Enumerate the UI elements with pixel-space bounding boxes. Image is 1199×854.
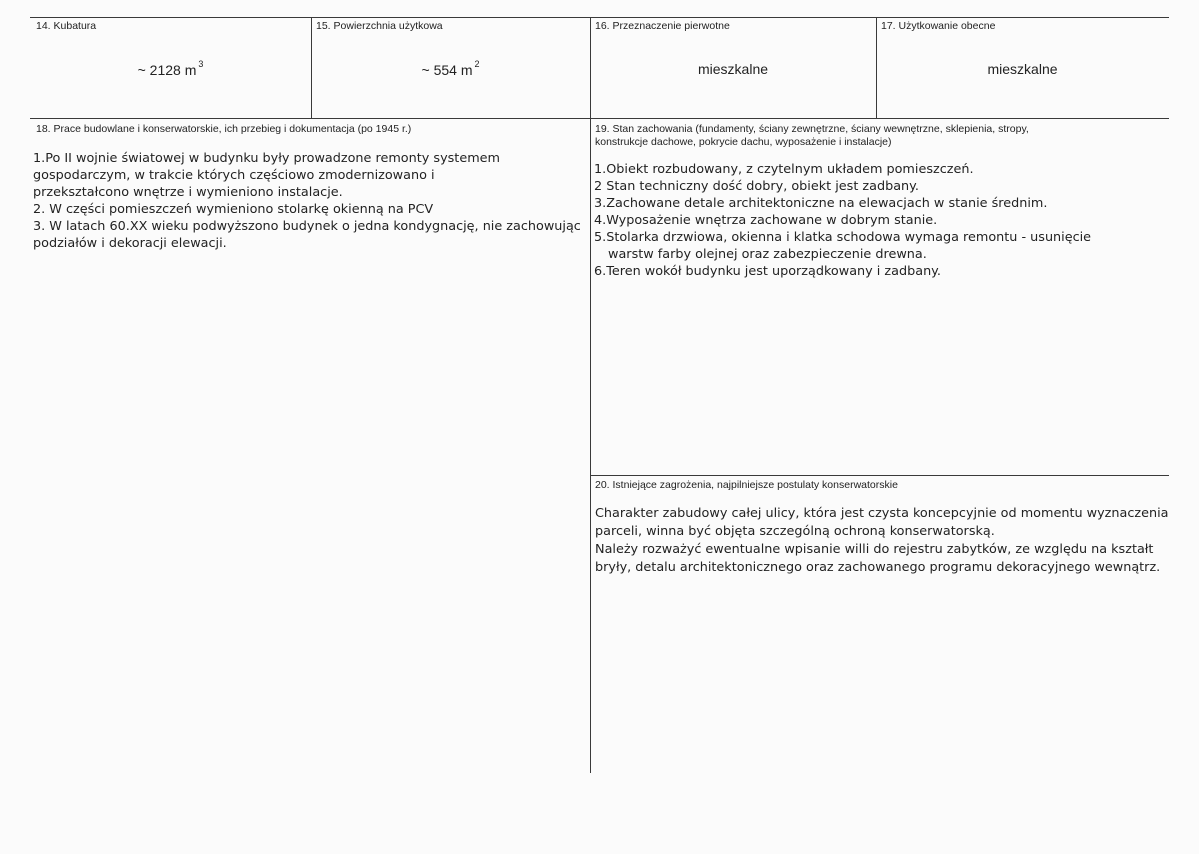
prace-text	[33, 150, 581, 252]
stan-line: 1.Obiekt rozbudowany, z czytelnym układem pomieszczeń.	[594, 162, 974, 177]
zagrozenia-line: parceli, winna być objęta szczególną ochroną konserwatorską.	[595, 524, 995, 539]
section20-top-rule	[590, 475, 1169, 476]
top-rule	[30, 17, 1169, 18]
row1-bottom-rule	[30, 118, 1169, 119]
powierzchnia-exponent: 2	[474, 59, 480, 69]
prace-line: przekształcono wnętrze i wymieniono instalacje.	[33, 185, 343, 200]
prace-line: 2. W części pomieszczeń wymieniono stolarkę okienną na PCV	[33, 202, 434, 217]
kubatura-value	[30, 59, 311, 78]
prace-line: 1.Po II wojnie światowej w budynku były prowadzone remonty systemem	[33, 151, 501, 166]
powierzchnia-number: ~ 554 m	[421, 62, 473, 78]
stan-line: 6.Teren wokół budynku jest uporządkowany i zadbany.	[594, 264, 942, 279]
zagrozenia-label: 20. Istniejące zagrożenia, najpilniejsze postulaty konserwatorskie	[595, 479, 898, 491]
stan-line: warstw farby olejnej oraz zabezpieczenie drewna.	[608, 247, 927, 262]
prace-line: gospodarczym, w trakcie których częściowo zmodernizowano i	[33, 168, 435, 183]
stan-label	[595, 123, 1029, 149]
kubatura-exponent: 3	[198, 59, 204, 69]
powierzchnia-label: 15. Powierzchnia użytkowa	[316, 20, 443, 32]
kubatura-number: ~ 2128 m	[137, 62, 197, 78]
stan-line: 5.Stolarka drzwiowa, okienna i klatka schodowa wymaga remontu - usunięcie	[594, 230, 1092, 245]
przeznaczenie-label: 16. Przeznaczenie pierwotne	[595, 20, 730, 32]
stan-label-line1: 19. Stan zachowania (fundamenty, ściany zewnętrzne, ściany wewnętrzne, sklepienia, stropy,	[595, 123, 1029, 135]
stan-text	[594, 161, 1091, 280]
zagrozenia-line: Charakter zabudowy całej ulicy, która jest czysta koncepcyjnie od momentu wyznaczenia	[595, 506, 1169, 521]
zagrozenia-line: bryły, detalu architektonicznego oraz zachowanego programu dekoracyjnego wewnątrz.	[595, 560, 1161, 575]
prace-label: 18. Prace budowlane i konserwatorskie, ich przebieg i dokumentacja (po 1945 r.)	[36, 123, 412, 135]
stan-line: 3.Zachowane detale architektoniczne na elewacjach w stanie średnim.	[594, 196, 1048, 211]
zagrozenia-line: Należy rozważyć ewentualne wpisanie willi do rejestru zabytków, ze względu na kształt	[595, 542, 1154, 557]
uzytkowanie-value: mieszkalne	[987, 61, 1058, 77]
powierzchnia-value	[311, 59, 590, 78]
prace-line: podziałów i dekoracji elewacji.	[33, 236, 227, 251]
stan-line: 2 Stan techniczny dość dobry, obiekt jest zadbany.	[594, 179, 919, 194]
przeznaczenie-value: mieszkalne	[697, 61, 769, 77]
center-divider	[590, 17, 591, 773]
stan-line: 4.Wyposażenie wnętrza zachowane w dobrym stanie.	[594, 213, 938, 228]
prace-line: 3. W latach 60.XX wieku podwyższono budynek o jedna kondygnację, nie zachowując	[33, 219, 581, 234]
zagrozenia-text	[595, 505, 1168, 577]
stan-label-line2: konstrukcje dachowe, pokrycie dachu, wyposażenie i instalacje)	[595, 136, 892, 148]
kubatura-label: 14. Kubatura	[36, 20, 97, 32]
uzytkowanie-label: 17. Użytkowanie obecne	[881, 20, 996, 32]
